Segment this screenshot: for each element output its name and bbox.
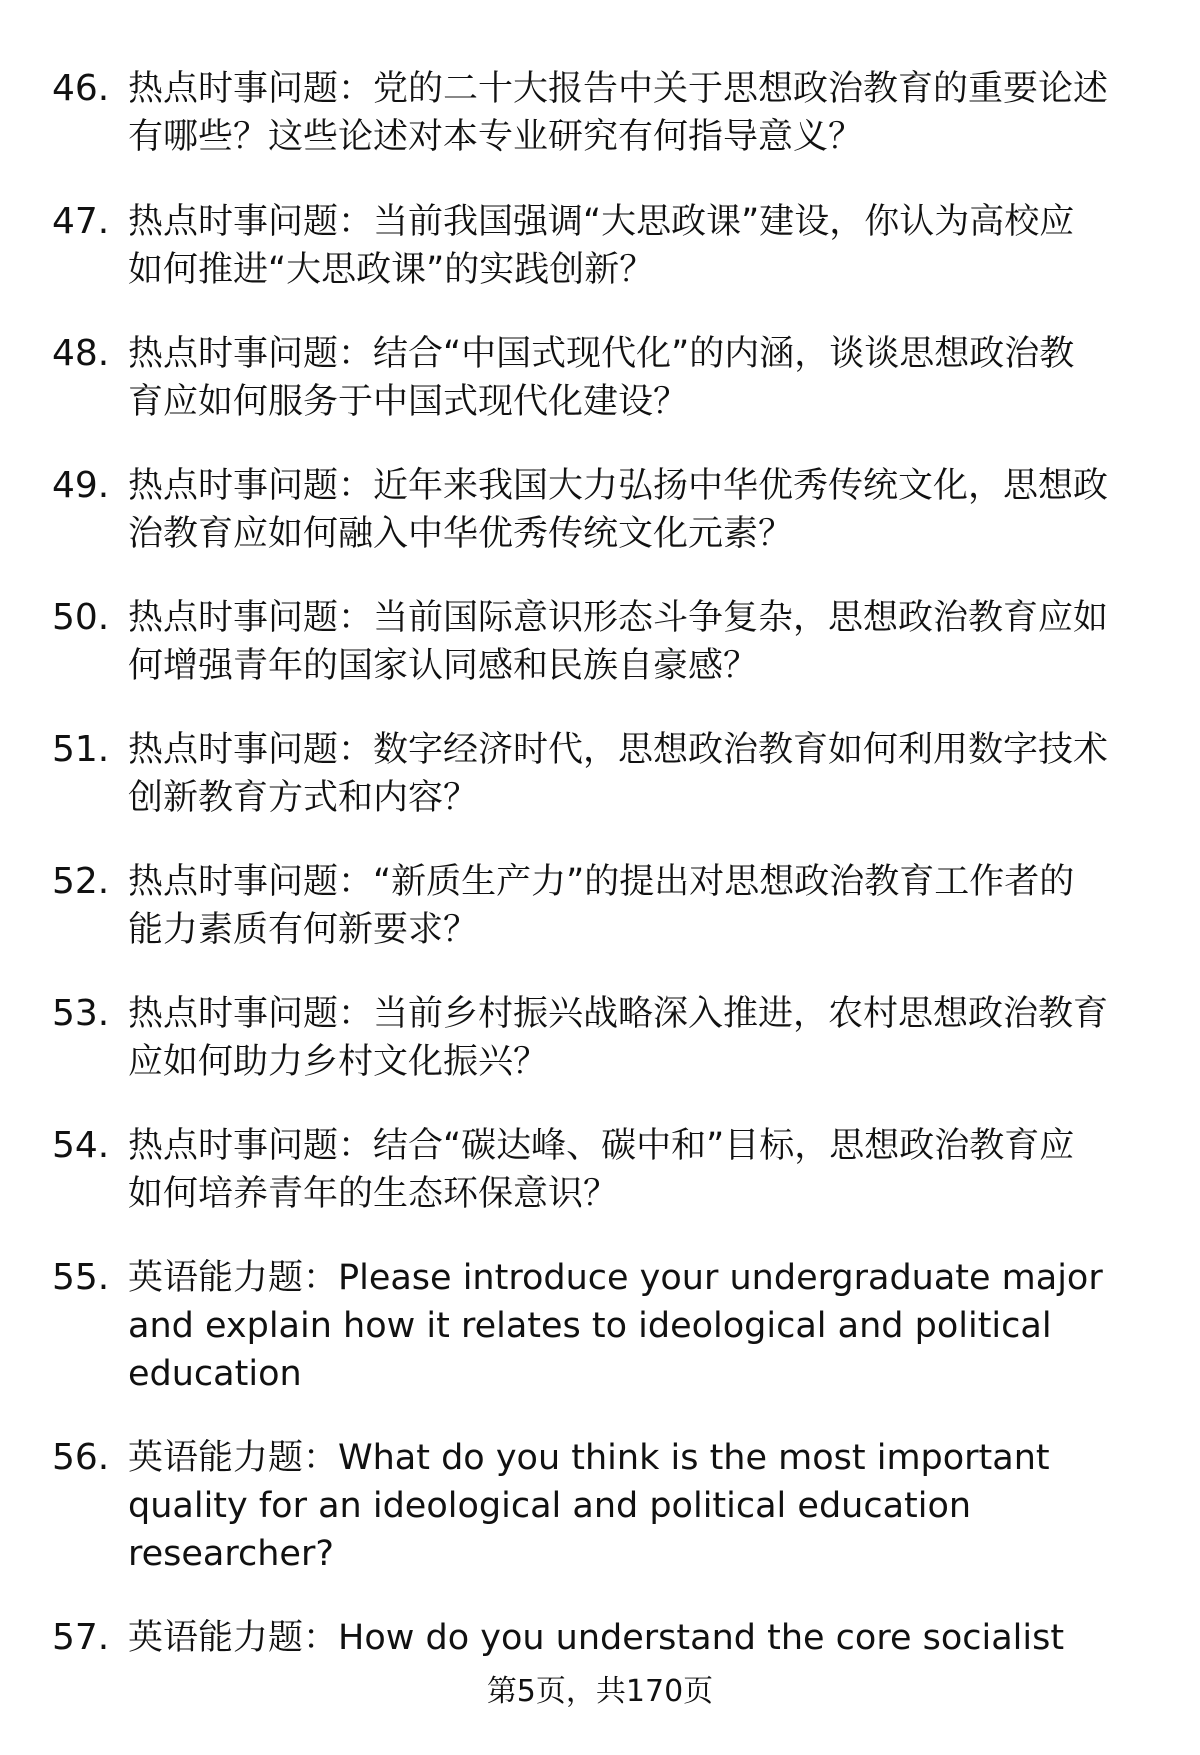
question-text xyxy=(128,65,1158,161)
question-text xyxy=(128,198,1158,294)
question-line: 何增强青年的国家认同感和民族自豪感？ xyxy=(128,646,759,686)
question-number: 51. xyxy=(52,729,110,770)
question-number: 47. xyxy=(52,201,110,242)
question-number: 57. xyxy=(52,1617,110,1658)
question-line: 英语能力题：How do you understand the core socialist xyxy=(128,1618,1065,1658)
page-footer: 第5页，共170页 xyxy=(486,1674,714,1709)
question-text xyxy=(128,858,1158,954)
question-line: 热点时事问题：近年来我国大力弘扬中华优秀传统文化，思想政 xyxy=(128,466,1109,506)
question-line: 创新教育方式和内容？ xyxy=(128,778,479,818)
question-text xyxy=(128,1122,1158,1218)
question-number: 46. xyxy=(52,68,110,109)
question-number: 48. xyxy=(52,333,110,374)
question-line: 热点时事问题：数字经济时代，思想政治教育如何利用数字技术 xyxy=(128,730,1109,770)
question-line: 有哪些？这些论述对本专业研究有何指导意义？ xyxy=(128,117,864,157)
question-number: 53. xyxy=(52,993,110,1034)
question-number: 55. xyxy=(52,1257,110,1298)
question-line: 英语能力题：Please introduce your undergraduate major xyxy=(128,1258,1103,1298)
question-number: 54. xyxy=(52,1125,110,1166)
question-number: 50. xyxy=(52,597,110,638)
question-line: researcher? xyxy=(128,1534,334,1574)
question-text xyxy=(128,1614,1158,1662)
question-text xyxy=(128,726,1158,822)
question-text xyxy=(128,330,1158,426)
question-line: 如何培养青年的生态环保意识？ xyxy=(128,1174,619,1214)
question-line: 热点时事问题：当前我国强调“大思政课”建设，你认为高校应 xyxy=(128,202,1075,242)
question-line: 育应如何服务于中国式现代化建设？ xyxy=(128,382,689,422)
question-number: 52. xyxy=(52,861,110,902)
question-text xyxy=(128,1254,1158,1398)
question-line: 热点时事问题：结合“中国式现代化”的内涵，谈谈思想政治教 xyxy=(128,334,1075,374)
question-line: 热点时事问题：结合“碳达峰、碳中和”目标，思想政治教育应 xyxy=(128,1126,1075,1166)
question-text xyxy=(128,594,1158,690)
question-line: 能力素质有何新要求？ xyxy=(128,910,479,950)
question-number: 56. xyxy=(52,1437,110,1478)
question-line: 如何推进“大思政课”的实践创新？ xyxy=(128,250,655,290)
question-line: quality for an ideological and political education xyxy=(128,1486,972,1526)
question-line: 治教育应如何融入中华优秀传统文化元素？ xyxy=(128,514,794,554)
question-line: and explain how it relates to ideological and political xyxy=(128,1306,1052,1346)
question-text xyxy=(128,990,1158,1086)
question-text xyxy=(128,462,1158,558)
question-line: 热点时事问题：当前乡村振兴战略深入推进，农村思想政治教育 xyxy=(128,994,1109,1034)
question-number: 49. xyxy=(52,465,110,506)
question-text xyxy=(128,1434,1158,1578)
question-line: 热点时事问题：“新质生产力”的提出对思想政治教育工作者的 xyxy=(128,862,1075,902)
question-line: 应如何助力乡村文化振兴？ xyxy=(128,1042,549,1082)
question-line: 英语能力题：What do you think is the most important xyxy=(128,1438,1050,1478)
question-line: 热点时事问题：党的二十大报告中关于思想政治教育的重要论述 xyxy=(128,69,1109,109)
question-line: 热点时事问题：当前国际意识形态斗争复杂，思想政治教育应如 xyxy=(128,598,1109,638)
question-line: education xyxy=(128,1354,302,1394)
